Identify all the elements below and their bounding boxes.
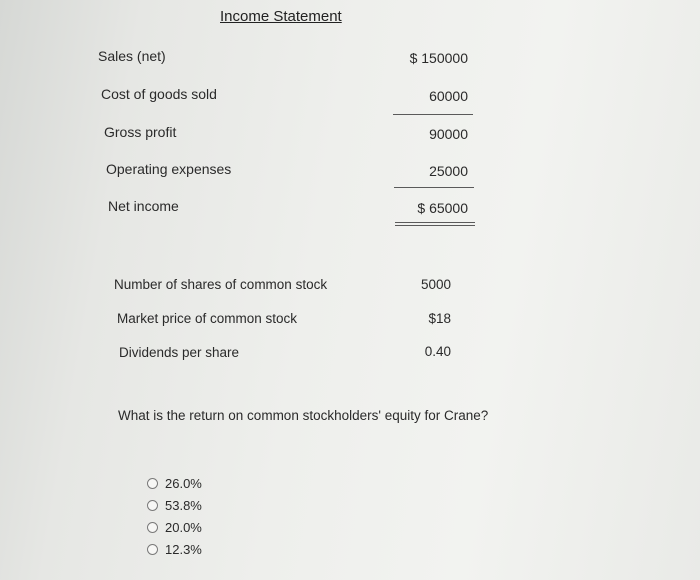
- answer-option-label: 20.0%: [165, 519, 202, 535]
- sales-value: $ 150000: [409, 50, 468, 66]
- net-income-value: $ 65000: [417, 200, 468, 216]
- answer-option-3[interactable]: [147, 518, 202, 536]
- shares-label: Number of shares of common stock: [114, 277, 328, 292]
- cogs-value: 60000: [429, 88, 468, 104]
- answer-option-2[interactable]: [147, 496, 202, 514]
- gross-profit-value: 90000: [429, 126, 468, 142]
- market-price-label: Market price of common stock: [117, 311, 298, 326]
- operating-expenses-label: Operating expenses: [106, 161, 232, 177]
- market-price-value: $18: [428, 311, 451, 326]
- net-income-label: Net income: [108, 198, 179, 214]
- shares-value: 5000: [420, 277, 451, 292]
- operating-expenses-value: 25000: [429, 163, 468, 179]
- answer-option-4[interactable]: [147, 540, 202, 558]
- cogs-label: Cost of goods sold: [101, 86, 217, 102]
- subtotal-rule: [393, 114, 473, 115]
- answer-option-label: 26.0%: [165, 475, 202, 491]
- radio-icon[interactable]: [147, 478, 158, 489]
- double-rule-top: [395, 222, 475, 223]
- subtotal-rule: [394, 187, 474, 188]
- answer-option-label: 53.8%: [165, 497, 202, 513]
- double-rule-bottom: [395, 225, 475, 226]
- radio-icon[interactable]: [147, 544, 158, 555]
- answer-option-label: 12.3%: [165, 541, 202, 557]
- sales-label: Sales (net): [98, 48, 166, 64]
- question-text: What is the return on common stockholders' equity for Crane?: [118, 408, 489, 423]
- dividends-label: Dividends per share: [119, 345, 240, 360]
- statement-title: Income Statement: [220, 8, 342, 25]
- answer-option-1[interactable]: [147, 474, 202, 492]
- dividends-value: 0.40: [424, 344, 451, 359]
- radio-icon[interactable]: [147, 522, 158, 533]
- gross-profit-label: Gross profit: [104, 124, 177, 140]
- radio-icon[interactable]: [147, 500, 158, 511]
